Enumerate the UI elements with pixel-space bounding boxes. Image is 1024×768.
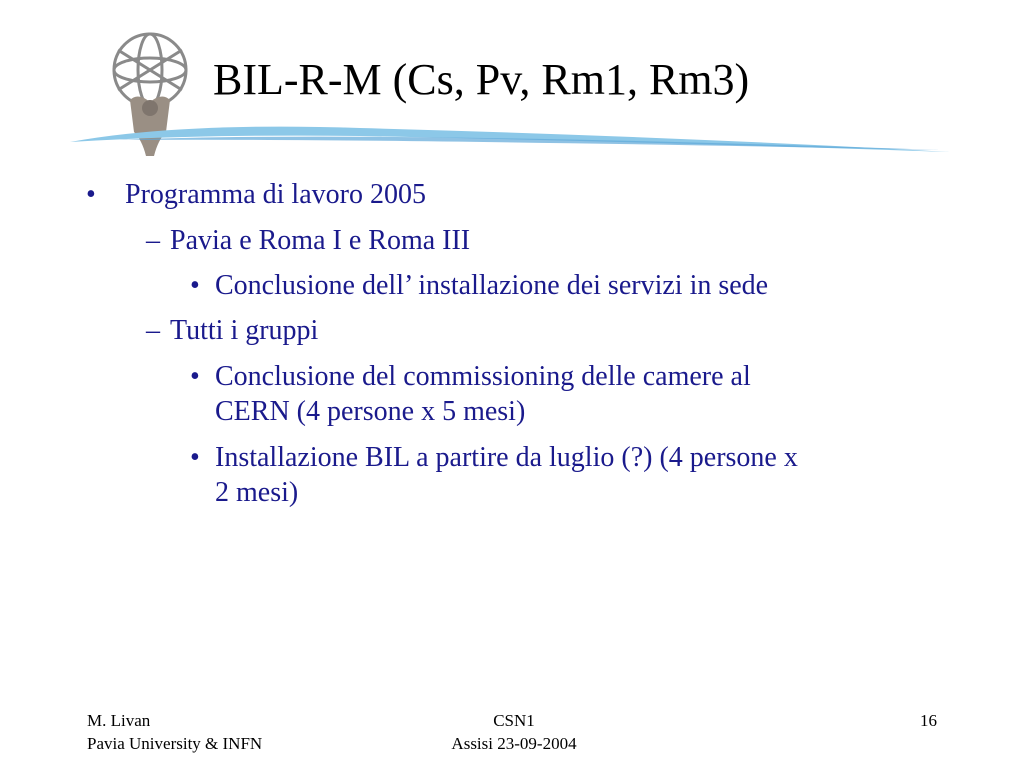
bullet-marker: • xyxy=(190,361,200,392)
footer-event-date: Assisi 23-09-2004 xyxy=(451,733,577,753)
bullet-level3-commissioning: Conclusione del commissioning delle camere al xyxy=(215,361,751,392)
bullet-marker: • xyxy=(190,270,200,301)
footer-page-number: 16 xyxy=(920,711,937,730)
footer-author-affiliation: Pavia University & INFN xyxy=(87,733,263,753)
dash-marker: – xyxy=(146,225,160,256)
bullet-level3-conclusione-installazione: Conclusione dell’ installazione dei servizi in sede xyxy=(215,270,769,301)
footer-event xyxy=(440,710,588,756)
header-swoosh-icon xyxy=(60,100,960,170)
bullet-level2-pavia-roma: Pavia e Roma I e Roma III xyxy=(170,225,471,256)
dash-marker: – xyxy=(146,315,160,346)
footer-author-name: M. Livan xyxy=(87,711,151,730)
bullet-marker: • xyxy=(190,442,200,473)
bullet-level3-installazione-bil-cont: 2 mesi) xyxy=(215,477,299,508)
footer-author xyxy=(87,710,262,756)
bullet-level1-programma: Programma di lavoro 2005 xyxy=(125,179,426,210)
bullet-level3-installazione-bil: Installazione BIL a partire da luglio (?) (4 persone x xyxy=(215,442,798,473)
bullet-marker: • xyxy=(86,179,96,210)
bullet-level3-commissioning-cont: CERN (4 persone x 5 mesi) xyxy=(215,396,526,427)
bullet-level2-tutti-gruppi: Tutti i gruppi xyxy=(170,315,319,346)
slide-title: BIL-R-M (Cs, Pv, Rm1, Rm3) xyxy=(213,55,750,104)
footer-event-name: CSN1 xyxy=(493,711,535,730)
